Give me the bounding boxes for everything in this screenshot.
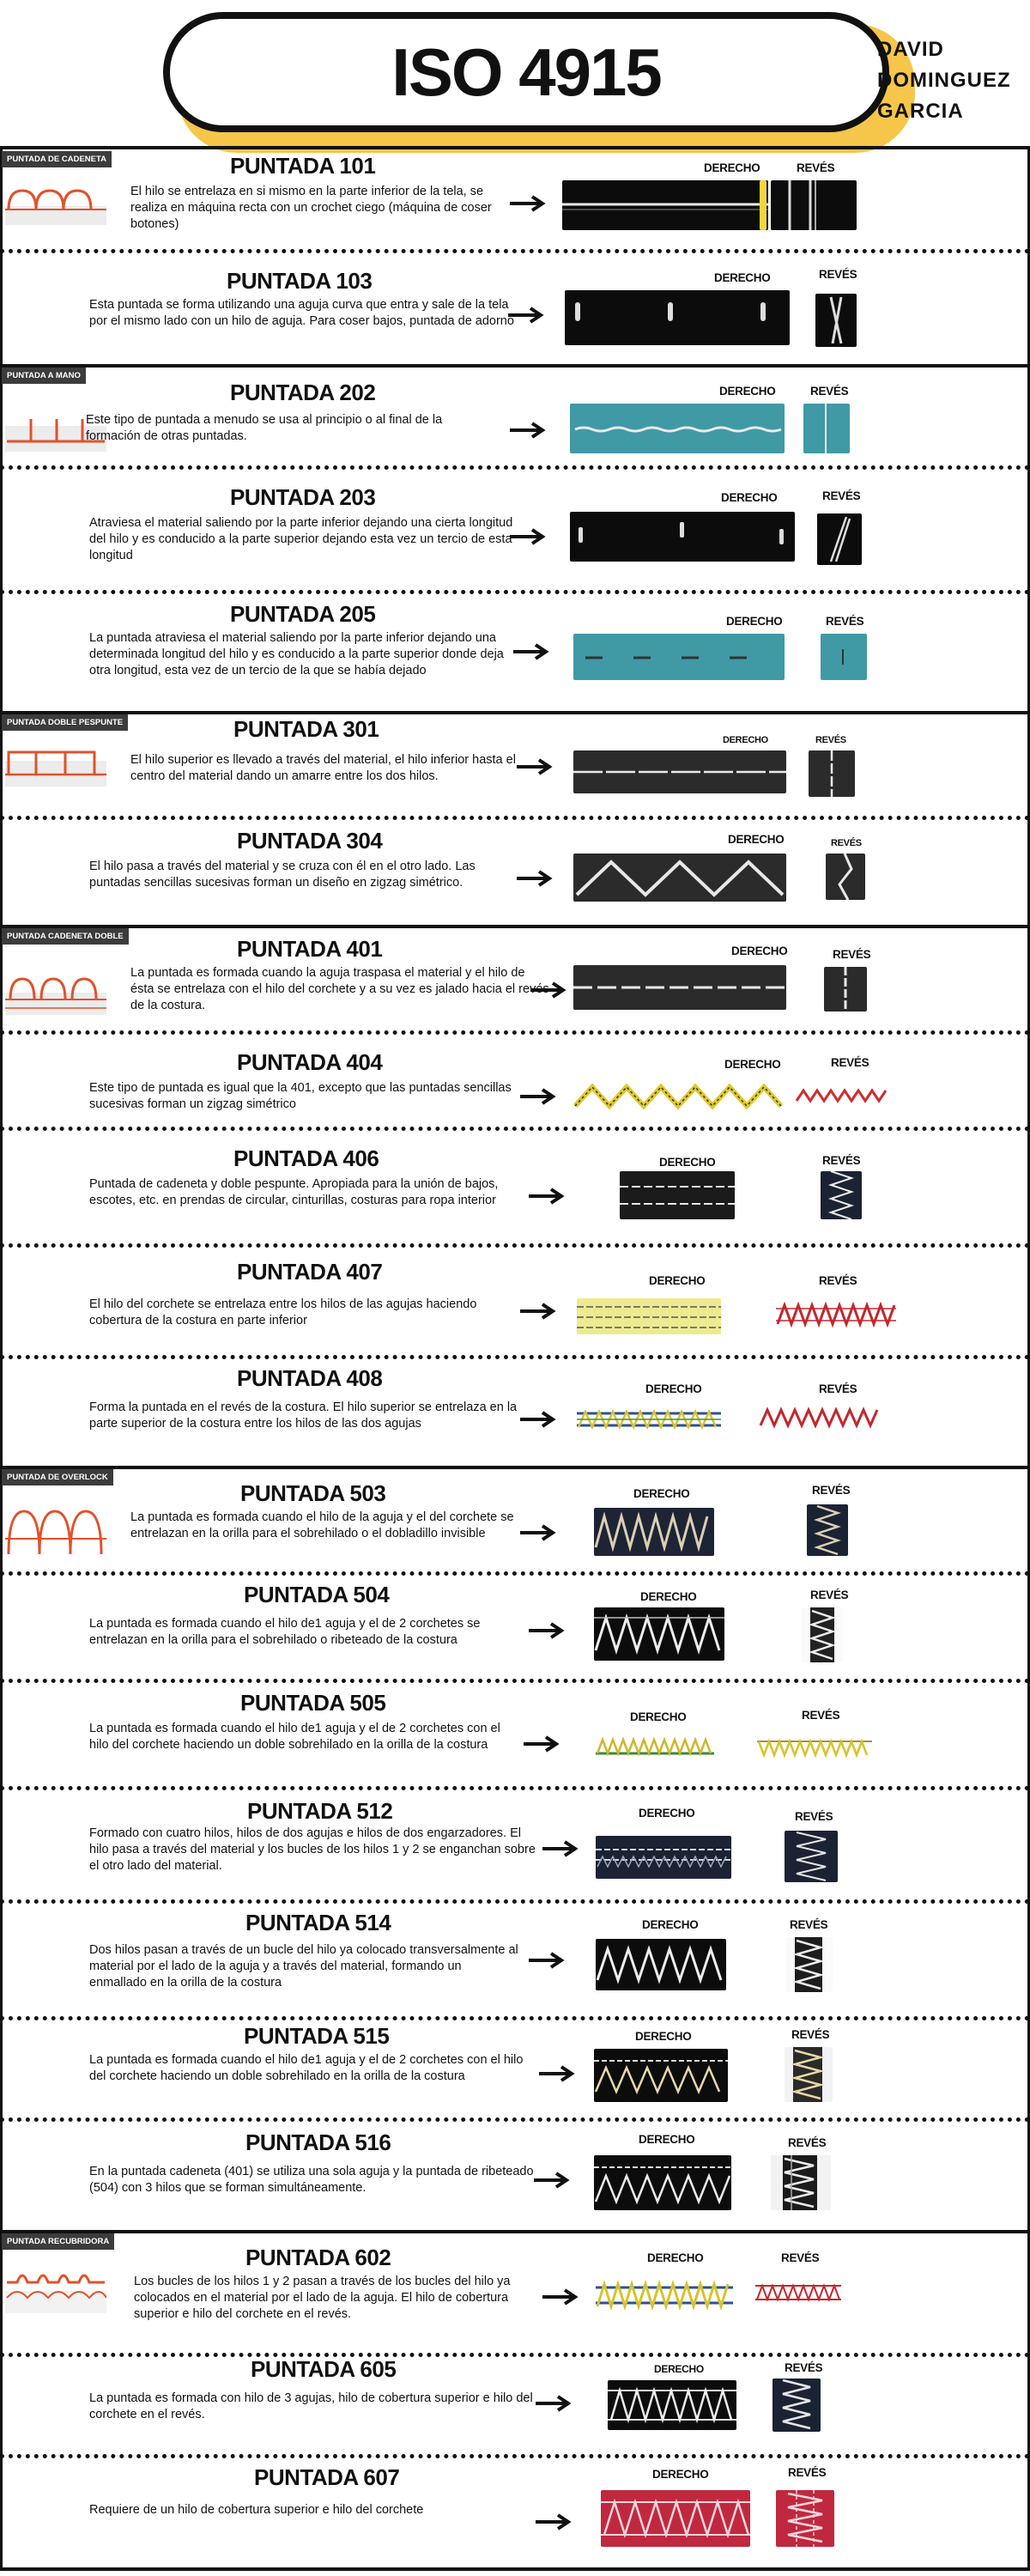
stitch-front-sample	[570, 404, 785, 453]
back-label: REVÉS	[797, 161, 835, 174]
front-label: DERECHO	[639, 2133, 695, 2146]
stitch-title: PUNTADA 202	[230, 380, 376, 405]
back-label: REVÉS	[791, 2028, 830, 2041]
dotted-separator	[0, 2016, 1030, 2020]
stitch-description: La puntada es formada con hilo de 3 agujas, hilo de cobertura superior e hilo del corchete en el revés.	[89, 2391, 533, 2421]
stitch-description: El hilo superior es llevado a través del material, el hilo inferior hasta el centro del material dando un amarre entre los dos hilos.	[130, 753, 516, 783]
stitch-back-sample	[785, 1831, 838, 1882]
arrow-right-icon	[506, 306, 546, 325]
back-label: REVÉS	[819, 1382, 857, 1395]
stitch-diagram-icon	[5, 2260, 106, 2315]
stitch-back-sample	[821, 1171, 862, 1219]
stitch-title: PUNTADA 408	[237, 1365, 383, 1391]
stitch-back-sample	[785, 2047, 833, 2102]
arrow-right-icon	[518, 1087, 558, 1106]
stitch-back-sample	[772, 2379, 821, 2432]
stitch-description: Forma la puntada en el revés de la costura. El hilo superior se entrelaza en la parte superior de la costura entre los hilos de las dos agujas	[89, 1400, 518, 1431]
stitch-description: El hilo se entrelaza en si mismo en la parte inferior de la tela, se realiza en máquina recta con un crochet ciego (máquina de coser botones)	[130, 185, 492, 231]
front-label: DERECHO	[724, 1058, 781, 1071]
stitch-diagram-icon	[5, 172, 106, 227]
stitch-front-sample	[594, 2155, 731, 2210]
front-label: DERECHO	[728, 833, 785, 846]
arrow-right-icon	[541, 1839, 580, 1858]
stitch-front-sample	[601, 2490, 750, 2547]
stitch-diagram-icon	[5, 735, 106, 790]
arrow-right-icon	[532, 2171, 572, 2190]
stitch-title: PUNTADA 505	[240, 1690, 386, 1716]
section-tag: PUNTADA DE OVERLOCK	[2, 1469, 113, 1485]
arrow-right-icon	[541, 2287, 580, 2306]
stitch-description: La puntada es formada cuando el hilo de1 aguja y el de 2 corchetes se entrelazan en la orilla para el sobrehilado o ribeteado de la costura	[89, 1617, 481, 1647]
section-tag: PUNTADA DE CADENETA	[2, 151, 112, 167]
back-label: REVÉS	[831, 838, 862, 848]
stitch-description: Atraviesa el material saliendo por la parte inferior dejando una cierta longitud del hilo y es conducido a la parte superior dejando esta vez un tercio de esta longitud	[89, 516, 513, 562]
dotted-separator	[0, 2454, 1030, 2458]
dotted-separator	[0, 590, 1030, 594]
stitch-front-sample	[577, 1298, 721, 1334]
stitch-front-sample	[594, 2049, 728, 2102]
stitch-description: Requiere de un hilo de cobertura superior e hilo del corchete	[89, 2503, 424, 2517]
stitch-title: PUNTADA 515	[244, 2023, 390, 2049]
frame-bottom	[0, 2567, 1030, 2571]
stitch-front-sample	[594, 1508, 714, 1556]
arrow-right-icon	[534, 2512, 573, 2531]
section-divider	[0, 1466, 1030, 1469]
back-label: REVÉS	[810, 385, 849, 398]
stitch-front-sample	[596, 2275, 733, 2317]
arrow-right-icon	[522, 1735, 561, 1753]
stitch-description: Este tipo de puntada es igual que la 401, excepto que las puntadas sencillas sucesivas forman un zigzag simétrico	[89, 1081, 512, 1111]
title-box	[163, 12, 889, 132]
back-label: REVÉS	[819, 1274, 857, 1287]
front-label: DERECHO	[726, 615, 783, 628]
stitch-title: PUNTADA 504	[244, 1582, 390, 1607]
stitch-diagram-icon	[5, 962, 106, 1017]
stitch-back-sample	[771, 180, 857, 230]
back-label: REVÉS	[802, 1709, 840, 1722]
stitch-description: La puntada es formada cuando el hilo de1 aguja y el de 2 corchetes con el hilo del corchete haciendo un doble sobrehilado en la orilla de la costura	[89, 1722, 500, 1752]
stitch-description: El hilo del corchete se entrelaza entre los hilos de las agujas haciendo cobertura de la costura en parte inferior	[89, 1297, 477, 1327]
stitch-title: PUNTADA 103	[227, 268, 373, 294]
author-line: GARCIA	[877, 100, 964, 123]
arrow-right-icon	[518, 1302, 558, 1321]
front-label: DERECHO	[642, 1918, 699, 1931]
arrow-right-icon	[529, 981, 568, 999]
stitch-title: PUNTADA 101	[230, 153, 376, 179]
front-label: DERECHO	[633, 1487, 690, 1500]
back-label: REVÉS	[822, 489, 861, 502]
stitch-description: La puntada atraviesa el material saliendo por la parte inferior dejando una determinada longitud del hilo y es conducido a la parte superior donde deja otra longitud, esta vez de un tercio de la que se había dejado	[89, 631, 504, 677]
front-label: DERECHO	[640, 1590, 697, 1603]
section-tag: PUNTADA DOBLE PESPUNTE	[2, 714, 128, 731]
stitch-title: PUNTADA 607	[254, 2464, 400, 2490]
dotted-separator	[0, 1127, 1030, 1131]
stitch-front-sample	[573, 634, 785, 680]
stitch-title: PUNTADA 401	[237, 936, 383, 962]
arrow-right-icon	[518, 1523, 558, 1542]
stitch-back-sample	[802, 1607, 843, 1662]
back-label: REVÉS	[810, 1589, 849, 1601]
stitch-front-sample	[570, 512, 795, 562]
stitch-back-sample	[795, 1085, 891, 1106]
stitch-back-sample	[803, 404, 850, 453]
back-label: REVÉS	[788, 2136, 827, 2149]
stitch-front-sample	[573, 750, 786, 793]
dotted-separator	[0, 1786, 1030, 1790]
stitch-back-sample	[786, 1937, 833, 1992]
stitch-title: PUNTADA 205	[230, 601, 376, 627]
stitch-front-sample	[573, 1082, 783, 1111]
stitch-front-sample	[596, 1836, 731, 1879]
stitch-title: PUNTADA 406	[233, 1145, 379, 1171]
stitch-title: PUNTADA 605	[251, 2356, 397, 2382]
stitch-title: PUNTADA 301	[233, 716, 379, 742]
front-label: DERECHO	[630, 1710, 687, 1723]
stitch-description: Formado con cuatro hilos, hilos de dos agujas e hilos de dos engarzadores. El hilo pasa a través del material y los bucles de los hilos 1 y 2 se enganchan sobre el otro lado del material.	[89, 1826, 536, 1873]
dotted-separator	[0, 1355, 1030, 1359]
stitch-title: PUNTADA 516	[245, 2129, 391, 2155]
stitch-description: Los bucles de los hilos 1 y 2 pasan a través de los bucles del hilo ya colocados en el material por el lado de la aguja. El hilo de cobertura superior e hilo del corchete en el revés.	[134, 2275, 511, 2321]
dotted-separator	[0, 1899, 1030, 1904]
stitch-title: PUNTADA 514	[245, 1910, 391, 1935]
stitch-front-sample	[565, 290, 790, 345]
stitch-back-sample	[776, 2490, 834, 2547]
stitch-front-sample	[620, 1171, 735, 1219]
back-label: REVÉS	[785, 2361, 823, 2374]
back-label: REVÉS	[831, 1056, 869, 1069]
stitch-title: PUNTADA 602	[245, 2245, 391, 2270]
stitch-description: Esta puntada se forma utilizando una aguja curva que entra y sale de la tela por el mismo lado con un hilo de aguja. Para coser bajos, puntada de adorno	[89, 298, 514, 328]
stitch-back-sample	[755, 2282, 841, 2303]
stitch-description: La puntada es formada cuando el hilo de1 aguja y el de 2 corchetes con el hilo del corchete haciendo un doble sobrehilado en la orilla de la costura	[89, 2053, 524, 2083]
arrow-right-icon	[518, 1410, 558, 1429]
stitch-title: PUNTADA 203	[230, 484, 376, 510]
stitch-description: La puntada es formada cuando el hilo de la aguja y el del corchete se entrelazan en la orilla para el sobrehilado o el dobladillo invisible	[130, 1510, 514, 1540]
front-label: DERECHO	[639, 1807, 695, 1820]
back-label: REVÉS	[822, 1154, 861, 1167]
back-label: REVÉS	[819, 268, 857, 281]
stitch-front-sample	[596, 1736, 714, 1759]
stitch-description: La puntada es formada cuando la aguja traspasa el material y el hilo de ésta se entrelaza con el hilo del corchete y a su vez es jalado hacia el revés de la costura.	[130, 966, 549, 1012]
stitch-front-sample	[577, 1401, 721, 1437]
front-label: DERECHO	[645, 1382, 702, 1395]
stitch-front-sample	[562, 180, 768, 230]
back-label: REVÉS	[795, 1810, 833, 1823]
back-label: REVÉS	[788, 2466, 827, 2479]
stitch-title: PUNTADA 407	[237, 1259, 383, 1285]
back-label: REVÉS	[812, 1484, 851, 1497]
arrow-right-icon	[508, 421, 548, 440]
dotted-separator	[0, 2117, 1030, 2122]
arrow-right-icon	[508, 527, 548, 546]
author-name	[877, 34, 1023, 127]
dotted-separator	[0, 1243, 1030, 1248]
dotted-separator	[0, 465, 1030, 470]
stitch-title: PUNTADA 512	[247, 1798, 393, 1824]
arrow-right-icon	[527, 1187, 566, 1206]
section-tag: PUNTADA RECUBRIDORA	[2, 2233, 114, 2250]
dotted-separator	[0, 1679, 1030, 1683]
section-divider	[0, 364, 1030, 368]
back-label: REVÉS	[833, 948, 871, 961]
section-divider	[0, 925, 1030, 928]
arrow-right-icon	[534, 2394, 573, 2413]
stitch-front-sample	[596, 1939, 726, 1990]
front-label: DERECHO	[647, 2251, 704, 2264]
front-label: DERECHO	[635, 2030, 692, 2043]
stitch-description: En la puntada cadeneta (401) se utiliza una sola aguja y la puntada de ribeteado (504) con 3 hilos que se forman simultáneamente.	[89, 2165, 534, 2195]
arrow-right-icon	[508, 194, 548, 213]
arrow-right-icon	[515, 869, 554, 888]
front-label: DERECHO	[704, 161, 760, 174]
dotted-separator	[0, 2353, 1030, 2357]
stitch-back-sample	[757, 1736, 872, 1759]
front-label: DERECHO	[652, 2468, 709, 2481]
section-tag: PUNTADA CADENETA DOBLE	[2, 928, 129, 945]
stitch-back-sample	[776, 1300, 896, 1329]
stitch-back-sample	[771, 2155, 831, 2210]
stitch-back-sample	[815, 294, 857, 347]
stitch-title: PUNTADA 503	[240, 1480, 386, 1506]
stitch-back-sample	[809, 750, 855, 797]
front-label: DERECHO	[719, 385, 776, 398]
stitch-back-sample	[807, 1504, 848, 1556]
front-label: DERECHO	[721, 491, 778, 504]
stitch-back-sample	[821, 634, 867, 680]
back-label: REVÉS	[790, 1918, 828, 1931]
stitch-back-sample	[817, 513, 862, 565]
arrow-right-icon	[527, 1621, 566, 1640]
front-label: DERECHO	[714, 271, 771, 284]
section-divider	[0, 2230, 1030, 2233]
stitch-description: Este tipo de puntada a menudo se usa al principio o al final de la formación de otras puntadas.	[86, 413, 443, 443]
section-divider	[0, 146, 1030, 149]
stitch-front-sample	[573, 854, 786, 902]
page-title: ISO 4915	[391, 33, 661, 110]
stitch-title: PUNTADA 304	[237, 828, 383, 854]
stitch-back-sample	[826, 854, 865, 900]
stitch-description: Dos hilos pasan a través de un bucle del hilo ya colocado transversalmente al material por el lado de la aguja y a través del material, formando un enmallado en la orilla de la costura	[89, 1943, 518, 1990]
dotted-separator	[0, 249, 1030, 253]
back-label: REVÉS	[815, 735, 846, 745]
front-label: DERECHO	[649, 1274, 706, 1287]
stitch-front-sample	[594, 1607, 724, 1661]
back-label: REVÉS	[826, 615, 864, 628]
back-label: REVÉS	[781, 2251, 820, 2264]
stitch-back-sample	[759, 1405, 881, 1431]
section-tag: PUNTADA A MANO	[2, 368, 86, 384]
front-label: DERECHO	[659, 1156, 716, 1169]
stitch-front-sample	[573, 965, 786, 1010]
arrow-right-icon	[512, 642, 551, 661]
section-divider	[0, 711, 1030, 714]
arrow-right-icon	[527, 1951, 566, 1970]
divider-accent	[760, 180, 766, 230]
stitch-back-sample	[824, 967, 867, 1012]
stitch-diagram-icon	[5, 1504, 106, 1559]
front-label: DERECHO	[723, 735, 768, 745]
author-line: DAVID	[877, 38, 944, 61]
stitch-title: PUNTADA 404	[237, 1049, 383, 1075]
front-label: DERECHO	[654, 2363, 704, 2375]
dotted-separator	[0, 1571, 1030, 1576]
arrow-right-icon	[515, 757, 554, 776]
front-label: DERECHO	[731, 945, 788, 957]
author-line: DOMINGUEZ	[877, 69, 1011, 92]
arrow-right-icon	[537, 2064, 577, 2083]
stitch-front-sample	[608, 2380, 736, 2430]
stitch-description: El hilo pasa a través del material y se cruza con él en el otro lado. Las puntadas sencillas sucesivas forman un diseño en zigzag simétrico.	[89, 860, 476, 890]
dotted-separator	[0, 1030, 1030, 1035]
stitch-description: Puntada de cadeneta y doble pespunte. Apropiada para la unión de bajos, escotes, etc. en prendas de circular, cinturillas, costuras para ropa interior	[89, 1177, 499, 1207]
dotted-separator	[0, 816, 1030, 820]
